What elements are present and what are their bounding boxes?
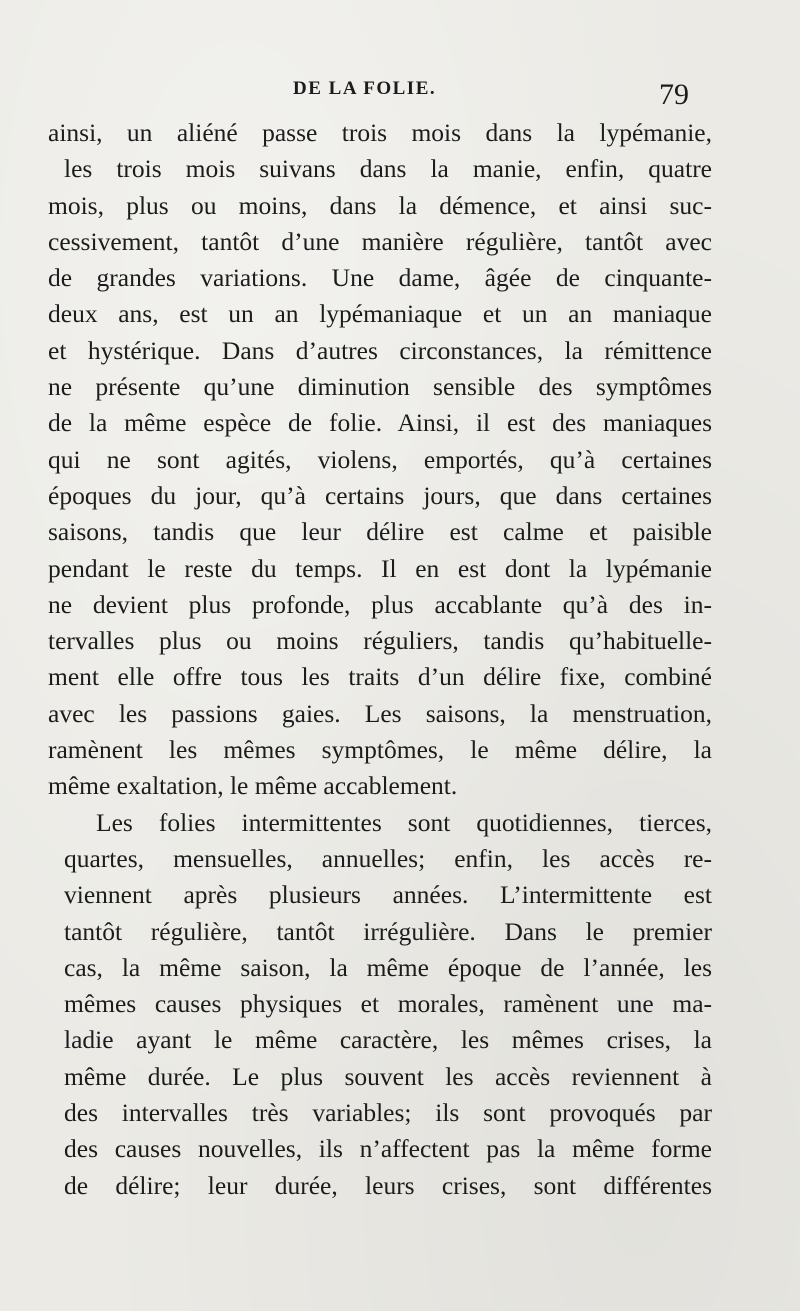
text-line: cessivement, tantôt d’une manière régulière, tantôt avec xyxy=(48,226,712,256)
text-line: ramènent les mêmes symptômes, le même délire, la xyxy=(48,735,712,765)
text-line: de la même espèce de folie. Ainsi, il est des maniaques xyxy=(48,408,712,438)
text-line: ne devient plus profonde, plus accablante qu’à des in- xyxy=(48,589,712,619)
text-line: viennent après plusieurs années. L’intermittente est xyxy=(64,880,712,910)
text-line: tervalles plus ou moins réguliers, tandis qu’habituelle- xyxy=(48,626,712,656)
text-line: ne présente qu’une diminution sensible des symptômes xyxy=(48,372,712,402)
text-line: de délire; leur durée, leurs crises, sont différentes xyxy=(64,1170,712,1200)
text-line: et hystérique. Dans d’autres circonstances, la rémittence xyxy=(48,335,712,365)
text-line: même durée. Le plus souvent les accès reviennent à xyxy=(64,1061,712,1091)
text-line: ment elle offre tous les traits d’un délire fixe, combiné xyxy=(48,662,712,692)
text-line: cas, la même saison, la même époque de l’année, les xyxy=(64,952,712,982)
text-line: des intervalles très variables; ils sont provoqués par xyxy=(64,1098,712,1128)
running-head xyxy=(0,76,800,111)
text-line: deux ans, est un an lypémaniaque et un an maniaque xyxy=(48,299,712,329)
body-text xyxy=(48,115,712,1204)
running-title: DE LA FOLIE. xyxy=(293,78,437,99)
text-line: tantôt régulière, tantôt irrégulière. Dans le premier xyxy=(64,916,712,946)
text-line: les trois mois suivans dans la manie, enfin, quatre xyxy=(64,154,712,184)
text-line: Les folies intermittentes sont quotidiennes, tierces, xyxy=(96,807,712,837)
page-number: 79 xyxy=(659,78,689,111)
text-line: même exaltation, le même accablement. xyxy=(48,771,458,801)
text-line: quartes, mensuelles, annuelles; enfin, les accès re- xyxy=(64,843,712,873)
text-line: époques du jour, qu’à certains jours, que dans certaines xyxy=(48,480,712,510)
text-line: ladie ayant le même caractère, les mêmes crises, la xyxy=(64,1025,712,1055)
text-line: de grandes variations. Une dame, âgée de cinquante- xyxy=(48,263,712,293)
text-line: ainsi, un aliéné passe trois mois dans la lypémanie, xyxy=(48,118,712,147)
text-line: des causes nouvelles, ils n’affectent pas la même forme xyxy=(64,1134,712,1164)
text-line: mois, plus ou moins, dans la démence, et ainsi suc- xyxy=(48,190,712,220)
text-line: pendant le reste du temps. Il en est dont la lypémanie xyxy=(48,553,712,583)
text-line: mêmes causes physiques et morales, ramènent une ma- xyxy=(64,989,712,1019)
text-line: saisons, tandis que leur délire est calme et paisible xyxy=(48,517,712,547)
text-line: avec les passions gaies. Les saisons, la menstruation, xyxy=(48,698,712,728)
text-line: qui ne sont agités, violens, emportés, qu’à certaines xyxy=(48,444,712,474)
